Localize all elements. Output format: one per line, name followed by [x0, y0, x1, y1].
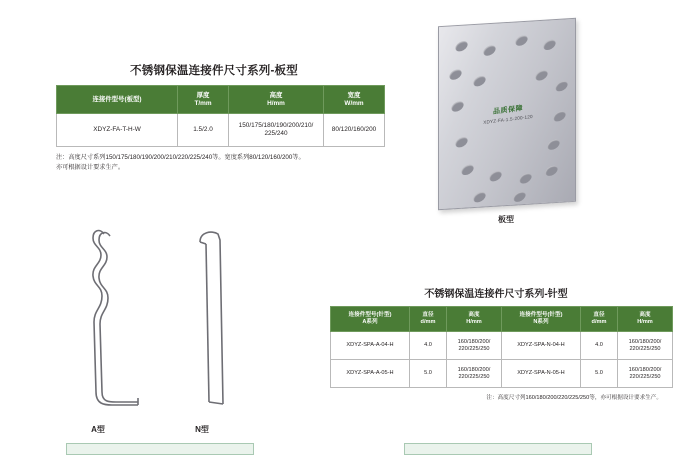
plate-section-title: 不锈钢保温连接件尺寸系列-板型 — [130, 65, 298, 77]
plate-hole — [448, 67, 464, 81]
cell-pin-height-n-line1: 160/180/200/ — [628, 366, 662, 373]
table-row — [331, 332, 673, 360]
plate-hole — [514, 33, 530, 47]
cell-pin-height-a-line2: 220/225/250 — [458, 345, 490, 352]
header-plate-width-line2: W/mm — [344, 99, 364, 107]
cell-pin-height-n-line2: 220/225/250 — [629, 345, 661, 352]
cell-pin-dia-n: 4.0 — [581, 332, 618, 360]
header-pin-dia-n-line2: d/mm — [591, 319, 607, 325]
anchor-drawing-svg — [60, 222, 290, 437]
plate-image — [430, 16, 582, 212]
plate-logo-code: XDYZ-FA-1.5-200-120 — [483, 113, 533, 125]
plate-body-shape — [438, 18, 576, 210]
cell-plate-model: XDYZ-FA-T-H-W — [57, 114, 178, 147]
cell-pin-height-a — [447, 332, 502, 360]
bottom-panel-right — [404, 443, 592, 455]
cell-pin-dia-a: 5.0 — [410, 360, 447, 388]
plate-note-line2: 亦可根据设计要求生产。 — [56, 163, 125, 171]
header-pin-height-a — [447, 307, 502, 332]
cell-pin-dia-a: 4.0 — [410, 332, 447, 360]
cell-pin-model-a: XDYZ-SPA-A-04-H — [331, 332, 410, 360]
cell-plate-height-line1: 150/175/180/190/200/210/ — [238, 122, 314, 129]
header-plate-model — [57, 86, 178, 114]
table-row — [57, 114, 385, 147]
pin-spec-section — [330, 285, 662, 401]
plate-product-figure — [430, 16, 582, 225]
plate-logo-mark: 品质保障 — [493, 105, 523, 116]
cell-plate-height-line2: 225/240 — [264, 130, 288, 137]
plate-note — [56, 153, 372, 172]
pin-spec-table — [330, 306, 673, 388]
header-pin-height-n-line2: H/mm — [637, 319, 653, 325]
plate-spec-section — [56, 62, 377, 172]
cell-pin-height-a — [447, 360, 502, 388]
header-pin-height-n — [618, 307, 673, 332]
cell-pin-height-n — [618, 332, 673, 360]
anchor-a-shape — [93, 231, 138, 405]
plate-hole — [488, 169, 504, 183]
plate-hole — [450, 99, 466, 113]
pin-section-title: 不锈钢保温连接件尺寸系列-针型 — [424, 289, 568, 300]
plate-hole — [460, 163, 476, 177]
plate-hole — [546, 137, 562, 151]
header-pin-model-n-line2: N系列 — [533, 319, 549, 325]
plate-hole — [552, 109, 568, 123]
plate-hole — [512, 189, 528, 203]
plate-spec-table — [56, 85, 385, 147]
header-plate-thickness — [178, 86, 229, 114]
header-plate-height-line2: H/mm — [267, 99, 285, 107]
plate-hole — [554, 79, 570, 93]
plate-hole — [454, 39, 470, 53]
header-plate-thickness-line2: T/mm — [194, 99, 212, 107]
cell-pin-model-n: XDYZ-SPA-N-04-H — [502, 332, 581, 360]
plate-figure-caption: 板型 — [498, 215, 514, 224]
header-pin-dia-n-line1: 直径 — [593, 312, 605, 319]
plate-hole — [472, 74, 488, 88]
header-pin-height-a-line2: H/mm — [466, 319, 482, 325]
header-plate-width — [324, 86, 385, 114]
plate-logo — [469, 100, 547, 127]
anchor-n-caption: N型 — [195, 425, 209, 434]
header-pin-dia-n — [581, 307, 618, 332]
plate-hole — [542, 38, 558, 52]
plate-hole — [518, 171, 534, 185]
anchor-a-caption: A型 — [91, 425, 105, 434]
header-plate-width-line1: 宽度 — [347, 91, 361, 99]
table-header-row — [57, 86, 385, 114]
cell-pin-model-n: XDYZ-SPA-N-05-H — [502, 360, 581, 388]
header-plate-model-line1: 连接件型号(板型) — [92, 95, 142, 103]
cell-pin-dia-n: 5.0 — [581, 360, 618, 388]
header-pin-model-n-line1: 连接件型号(针型) — [519, 312, 563, 319]
header-pin-dia-a — [410, 307, 447, 332]
plate-note-line1: 注：高度尺寸系列150/175/180/190/200/210/220/225/240等。宽度系列80/120/160/200等。 — [56, 154, 305, 161]
bottom-panel-left — [66, 443, 254, 455]
cell-pin-model-a: XDYZ-SPA-A-05-H — [331, 360, 410, 388]
header-plate-thickness-line1: 厚度 — [196, 91, 210, 99]
cell-pin-height-a-line2: 220/225/250 — [458, 373, 490, 380]
plate-hole — [544, 164, 560, 178]
table-header-row — [331, 307, 673, 332]
cell-pin-height-a-line1: 160/180/200/ — [457, 338, 491, 345]
header-pin-height-a-line1: 高度 — [468, 312, 480, 319]
cell-pin-height-n — [618, 360, 673, 388]
header-pin-dia-a-line2: d/mm — [420, 319, 436, 325]
cell-plate-thickness: 1.5/2.0 — [178, 114, 229, 147]
cell-pin-height-a-line1: 160/180/200/ — [457, 366, 491, 373]
cell-pin-height-n-line1: 160/180/200/ — [628, 338, 662, 345]
header-pin-dia-a-line1: 直径 — [422, 312, 434, 319]
cell-plate-width: 80/120/160/200 — [324, 114, 385, 147]
table-row — [331, 360, 673, 388]
plate-hole — [472, 190, 488, 204]
cell-plate-height — [229, 114, 324, 147]
anchor-drawings — [60, 222, 290, 437]
plate-hole — [482, 43, 498, 57]
header-pin-model-a-line1: 连接件型号(针型) — [348, 312, 392, 319]
anchor-n-shape — [200, 232, 223, 404]
plate-hole — [454, 135, 470, 149]
header-plate-height-line1: 高度 — [269, 91, 283, 99]
header-pin-model-a-line2: A系列 — [362, 319, 378, 325]
header-pin-height-n-line1: 高度 — [639, 312, 651, 319]
header-plate-height — [229, 86, 324, 114]
header-pin-model-n — [502, 307, 581, 332]
plate-hole — [534, 68, 550, 82]
header-pin-model-a — [331, 307, 410, 332]
pin-note: 注：高度尺寸列160/180/200/220/225/250等，亦可根据设计要求生产。 — [486, 395, 662, 401]
cell-pin-height-n-line2: 220/225/250 — [629, 373, 661, 380]
